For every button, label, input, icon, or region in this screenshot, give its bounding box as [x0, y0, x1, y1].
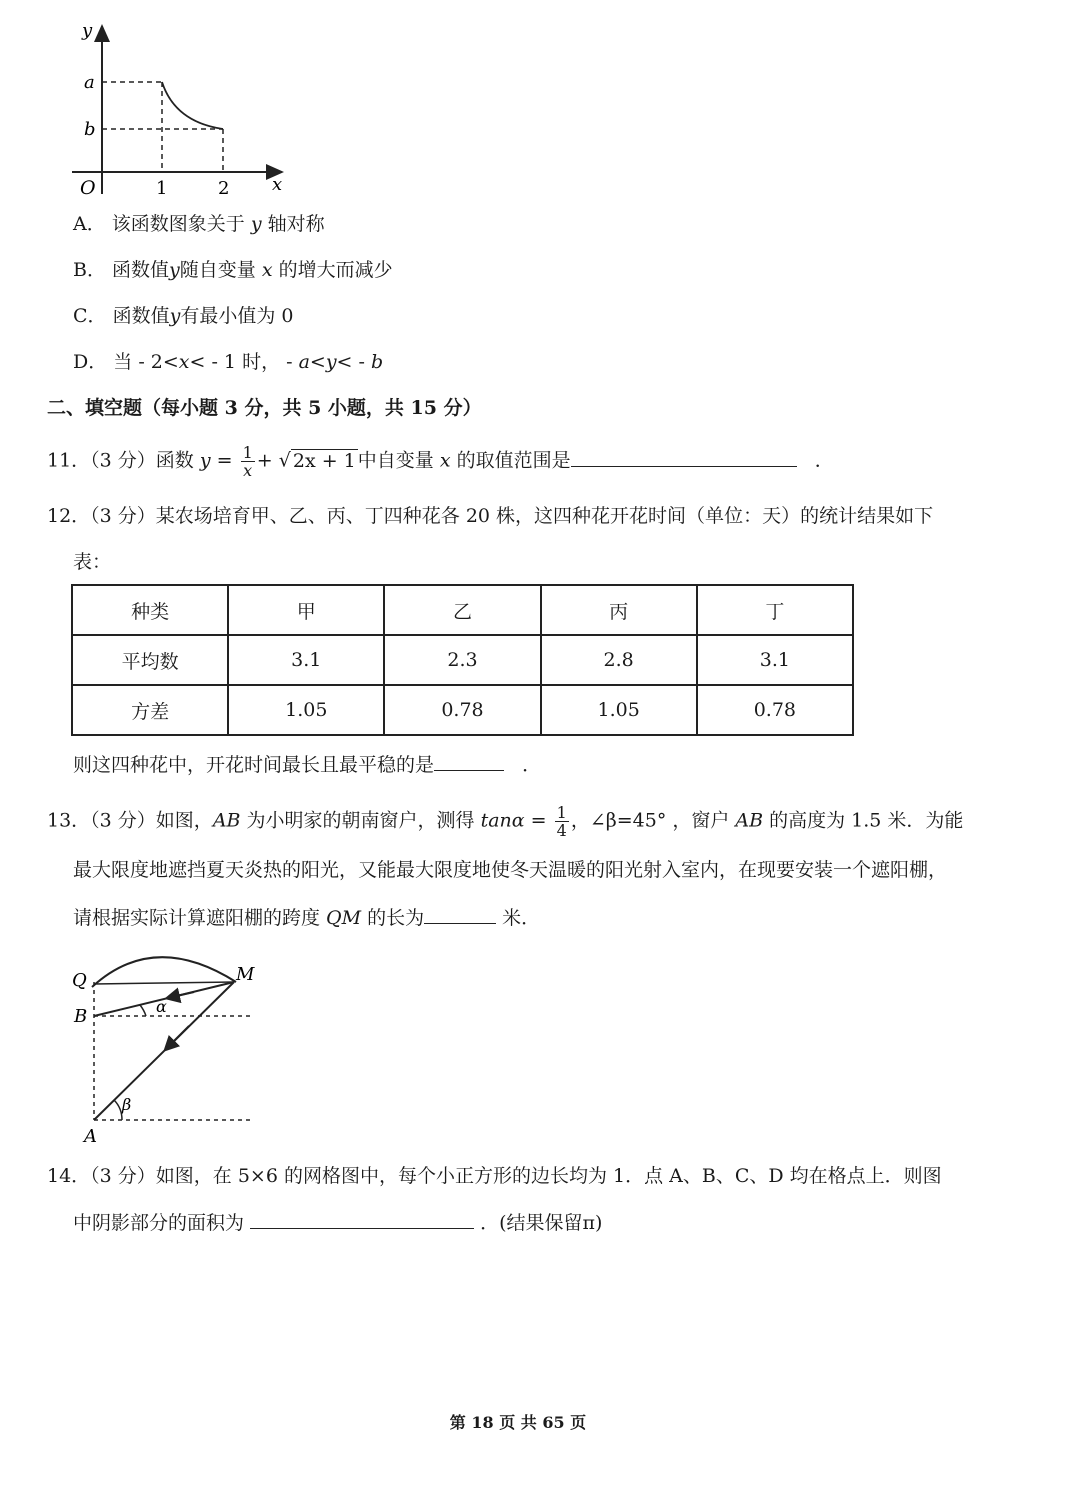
fraction-1-over-x: $\frac{1}{x}$: [242, 443, 253, 480]
table-cell: 种类: [72, 585, 228, 635]
fraction-1-over-4: $\frac{1}{4}$: [556, 803, 567, 840]
y-axis-label: y: [82, 20, 93, 41]
table-row: [72, 635, 853, 685]
qm-segment: [94, 982, 234, 984]
option-a: A． 该函数图象关于 y 轴对称: [73, 213, 325, 235]
table-row: [72, 685, 853, 735]
table-cell: 平均数: [72, 635, 228, 685]
table-cell: 0.78: [697, 685, 853, 735]
x-tick-2: 2: [218, 178, 230, 199]
curve: [162, 82, 223, 129]
a-label: a: [84, 72, 95, 93]
table-cell: 3.1: [697, 635, 853, 685]
label-a: A: [84, 1126, 97, 1147]
origin-label: O: [80, 177, 96, 199]
awning-figure: [64, 940, 264, 1150]
function-graph: [60, 18, 300, 203]
table-cell: 丙: [541, 585, 697, 635]
table-cell: 丁: [697, 585, 853, 635]
question-13-line3: 请根据实际计算遮阳棚的跨度 QM 的长为 米．: [73, 903, 540, 932]
table-header-row: [72, 585, 853, 635]
option-c: C． 函数值y有最小值为 0: [73, 305, 294, 327]
flower-stats-table: [71, 584, 854, 736]
answer-blank-11[interactable]: [571, 446, 797, 467]
ray-mb-arrow: [168, 992, 194, 998]
beta-arc: [114, 1100, 122, 1120]
answer-blank-12[interactable]: [434, 750, 504, 771]
answer-blank-13[interactable]: [424, 903, 496, 924]
question-12-prompt: 则这四种花中，开花时间最长且最平稳的是 ．: [73, 750, 541, 779]
question-11: 11．（3 分）函数 y = $\frac{1}{x}$ + √ 2x + 1 中自变量 x 的取值范围是 ．: [47, 443, 834, 480]
question-14-line1: 14．（3 分）如图，在 5×6 的网格图中，每个小正方形的边长均为 1．点 A、B、C、D 均在格点上．则图: [47, 1165, 942, 1187]
answer-blank-14[interactable]: [250, 1208, 474, 1229]
table-cell: 2.8: [541, 635, 697, 685]
alpha-arc: [140, 1005, 146, 1016]
option-b: B． 函数值y随自变量 x 的增大而减少: [73, 259, 393, 281]
section-title: 二、填空题（每小题 3 分，共 5 小题，共 15 分）: [47, 397, 482, 419]
option-d: D． 当 - 2<x< - 1 时， - a<y< - b: [73, 351, 384, 373]
table-cell: 1.05: [541, 685, 697, 735]
ray-ma-arrow: [166, 1026, 189, 1049]
question-12-line2: 表：: [73, 551, 112, 573]
table-cell: 甲: [228, 585, 384, 635]
page-footer: 第 18 页 共 65 页: [449, 1413, 587, 1432]
x-tick-1: 1: [156, 178, 168, 199]
label-beta: β: [122, 1095, 132, 1114]
table-cell: 1.05: [228, 685, 384, 735]
label-alpha: α: [156, 997, 167, 1016]
b-label: b: [84, 119, 96, 140]
question-13-line2: 最大限度地遮挡夏天炎热的阳光，又能最大限度地使冬天温暖的阳光射入室内，在现要安装一个遮阳棚，: [73, 859, 948, 881]
label-m: M: [236, 964, 255, 985]
table-cell: 3.1: [228, 635, 384, 685]
table-cell: 方差: [72, 685, 228, 735]
question-12-line1: 12．（3 分）某农场培育甲、乙、丙、丁四种花各 20 株，这四种花开花时间（单位：天）的统计结果如下: [47, 505, 934, 527]
table-cell: 2.3: [384, 635, 540, 685]
label-b: B: [74, 1006, 88, 1027]
table-cell: 0.78: [384, 685, 540, 735]
question-13-line1: 13．（3 分）如图，AB 为小明家的朝南窗户，测得 tanα = $\frac{1}{4}$ ，∠β=45° ，窗户 AB 的高度为 1.5 米．为能: [47, 803, 964, 840]
table-cell: 乙: [384, 585, 540, 635]
label-q: Q: [72, 970, 87, 991]
x-axis-label: x: [272, 174, 283, 195]
question-14-line2: 中阴影部分的面积为 ．(结果保留π): [73, 1208, 602, 1237]
